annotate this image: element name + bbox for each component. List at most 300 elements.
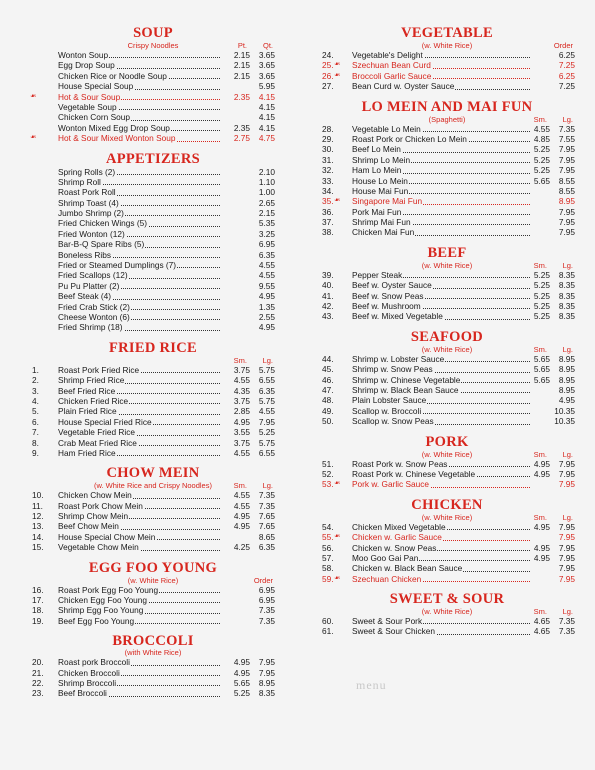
item-name-text: Beef Lo Mein (352, 144, 401, 155)
section-chicken (316, 498, 578, 584)
item-name (58, 291, 230, 301)
menu-item (316, 71, 578, 81)
item-name-text: Vegetable Lo Mein (352, 123, 421, 134)
section-fried-rice (28, 341, 278, 459)
price-large: 2.15 (258, 208, 275, 219)
price-small: 2.15 (233, 50, 250, 60)
item-name-text: Beef Steak (4) (58, 291, 112, 302)
price-large: 7.35 (558, 616, 575, 627)
menu-item (316, 616, 578, 626)
menu-item (28, 239, 278, 249)
watermark: menu (356, 678, 387, 692)
chili-pepper-icon: ☙ (30, 134, 37, 142)
section-vegetable (316, 26, 578, 92)
item-name (352, 385, 534, 395)
price-header-large: Order (253, 575, 273, 585)
item-name (58, 198, 230, 208)
item-name-text: Vegetable's Delight (352, 50, 423, 60)
item-number: 22. (32, 677, 44, 688)
price-small: 3.75 (233, 395, 250, 406)
menu-item (316, 364, 578, 374)
section-subheader (316, 261, 578, 270)
section-subheader (28, 41, 278, 50)
price-small: 4.55 (233, 447, 250, 458)
item-name-text: Fried Scallops (12) (58, 270, 128, 281)
item-name-text: Beef w. Mushroom (352, 301, 421, 312)
menu-item (316, 416, 578, 426)
item-name-text: Shrimp w. Chinese Vegetable (352, 374, 461, 385)
item-name-text: Jumbo Shrimp (2) (58, 208, 124, 219)
item-name-text: Plain Lobster Sauce (352, 395, 427, 406)
price-large: 3.65 (258, 50, 275, 60)
price-large: 5.75 (258, 364, 275, 375)
price-small: 5.25 (533, 269, 550, 280)
item-name-text: Pu Pu Platter (2) (58, 280, 120, 291)
price-large: 4.15 (258, 91, 275, 102)
price-large: 7.95 (558, 479, 575, 490)
price-large: 8.95 (558, 374, 575, 385)
item-name-text: Singapore Mai Fun (352, 196, 423, 207)
item-number: 40. (322, 280, 334, 291)
menu-item (316, 301, 578, 311)
menu-item (28, 605, 278, 615)
menu-item (28, 678, 278, 688)
menu-item (28, 657, 278, 667)
menu-item (28, 123, 278, 133)
price-large: 6.55 (258, 447, 275, 458)
menu-item (28, 270, 278, 280)
price-header-small: Sm. (533, 449, 547, 459)
menu-item (316, 406, 578, 416)
item-number: 36. (322, 206, 334, 217)
price-small: 4.95 (233, 511, 250, 522)
price-large: 5.95 (258, 81, 275, 92)
item-number: 39. (322, 269, 334, 280)
price-large: 5.75 (258, 437, 275, 448)
menu-item (316, 165, 578, 175)
menu-item (316, 553, 578, 563)
item-name (352, 416, 534, 426)
menu-item (28, 50, 278, 60)
menu-item (28, 60, 278, 70)
item-name (352, 364, 534, 374)
menu-item (316, 311, 578, 321)
item-name (352, 144, 534, 154)
price-large: 7.95 (558, 165, 575, 176)
menu-item (316, 543, 578, 553)
item-name-text: Shrimp Mai Fun (352, 217, 411, 228)
section-subheader (316, 513, 578, 522)
price-large: 1.35 (258, 301, 275, 312)
menu-item (28, 133, 278, 143)
menu-item (316, 280, 578, 290)
item-name-text: House Special Soup (58, 81, 134, 92)
price-header-small: Sm. (533, 114, 547, 124)
price-header-large: Order (553, 41, 573, 50)
menu-item (28, 365, 278, 375)
price-large: 3.25 (258, 228, 275, 239)
item-name (58, 688, 230, 698)
item-number: 60. (322, 616, 334, 627)
price-large: 10.35 (554, 416, 575, 427)
menu-item (316, 626, 578, 636)
item-name (58, 365, 230, 375)
item-name (58, 208, 230, 218)
section-chow-mein (28, 466, 278, 552)
menu-item (28, 167, 278, 177)
menu-item (316, 375, 578, 385)
item-number: 35. (322, 196, 334, 207)
price-large: 7.55 (558, 133, 575, 144)
menu-item (28, 281, 278, 291)
price-small: 5.25 (533, 311, 550, 322)
item-name-text: Pepper Steak (352, 269, 403, 280)
item-name (58, 501, 230, 511)
section-lo-mein-and-mai-fun (316, 100, 578, 238)
price-large: 6.25 (558, 70, 575, 81)
price-large: 4.15 (258, 112, 275, 123)
section-subtitle: (w. White Rice) (421, 607, 473, 617)
item-name-text: Boneless Ribs (58, 249, 112, 260)
item-name-text: Beef w. Mixed Vegetable (352, 311, 443, 322)
section-title: BROCCOLI (112, 633, 194, 650)
menu-item (316, 532, 578, 542)
item-name-text: Pork w. Garlic Sauce (352, 479, 430, 490)
price-large: 8.95 (258, 677, 275, 688)
price-small: 4.55 (233, 490, 250, 501)
price-header-small: Sm. (533, 512, 547, 522)
price-large: 8.35 (558, 280, 575, 291)
section-egg-foo-young (28, 561, 278, 627)
item-number: 30. (322, 144, 334, 155)
menu-item (28, 427, 278, 437)
price-small: 5.25 (533, 280, 550, 291)
price-large: 7.95 (558, 154, 575, 165)
item-name-text: Shrimp Chow Mein (58, 511, 129, 522)
item-name-text: Chicken w. Garlic Sauce (352, 532, 442, 543)
menu-item (28, 542, 278, 552)
price-small: 5.25 (533, 144, 550, 155)
menu-item (28, 322, 278, 332)
item-name (352, 406, 534, 416)
menu-item (28, 668, 278, 678)
item-name (58, 448, 230, 458)
item-number: 49. (322, 405, 334, 416)
price-large: 2.10 (258, 166, 275, 177)
section-subheader (28, 481, 278, 490)
price-large: 6.95 (258, 595, 275, 606)
item-name (58, 71, 230, 81)
item-number: 58. (322, 563, 334, 574)
item-name (352, 270, 534, 280)
item-name-text: House Mai Fun (352, 185, 409, 196)
menu-item (28, 448, 278, 458)
price-small: 4.95 (533, 521, 550, 532)
menu-item (316, 81, 578, 91)
menu-item (316, 227, 578, 237)
menu-item (316, 459, 578, 469)
item-number: 41. (322, 290, 334, 301)
price-small: 5.25 (533, 154, 550, 165)
section-subtitle: (w. White Rice) (421, 512, 473, 522)
item-number: 24. (322, 50, 334, 60)
price-small: 3.55 (233, 427, 250, 438)
price-header-large: Lg. (562, 260, 573, 270)
price-large: 9.55 (258, 280, 275, 291)
menu-item (28, 218, 278, 228)
item-name-text: Szechuan Bean Curd (352, 60, 431, 71)
item-name (58, 657, 230, 667)
price-large: 7.95 (558, 521, 575, 532)
item-name (352, 626, 534, 636)
price-large: 7.35 (258, 605, 275, 616)
item-name-text: Fried Chicken Wings (5) (58, 218, 147, 229)
menu-item (316, 124, 578, 134)
price-small: 4.95 (533, 468, 550, 479)
item-name-text: Roast Pork Fried Rice (58, 364, 140, 375)
chili-pepper-icon: ☙ (334, 197, 341, 205)
menu-item (28, 511, 278, 521)
price-large: 8.95 (558, 353, 575, 364)
price-small: 4.55 (233, 375, 250, 386)
item-name (58, 322, 230, 332)
price-large: 7.95 (558, 458, 575, 469)
item-name-text: Chicken w. Snow Peas (352, 542, 437, 553)
item-name-text: Moo Goo Gai Pan (352, 552, 419, 563)
price-header-small: Sm. (233, 355, 247, 365)
item-name (58, 167, 230, 177)
item-name-text: Pork Mai Fun (352, 206, 402, 217)
item-name (352, 553, 534, 563)
item-number: 5. (32, 406, 39, 417)
price-large: 4.55 (258, 406, 275, 417)
item-name (58, 187, 230, 197)
price-small: 5.25 (233, 688, 250, 699)
price-header-large: Lg. (562, 512, 573, 522)
section-title: PORK (425, 433, 469, 450)
item-name-text: Chicken Mixed Vegetable (352, 521, 446, 532)
item-name-text: Roast Pork Chow Mein (58, 500, 143, 511)
section-title: SWEET & SOUR (389, 591, 505, 608)
chili-pepper-icon: ☙ (334, 533, 341, 541)
price-large: 7.35 (258, 490, 275, 501)
item-name (58, 60, 230, 70)
item-name (58, 616, 230, 626)
item-name (352, 459, 534, 469)
item-name (58, 532, 230, 542)
item-name-text: Cheese Wonton (6) (58, 311, 130, 322)
item-name (58, 112, 230, 122)
item-name (352, 469, 534, 479)
menu-item (28, 187, 278, 197)
item-number: 46. (322, 374, 334, 385)
section-subtitle: (Spaghetti) (428, 114, 466, 124)
item-name (58, 250, 230, 260)
price-small: 5.65 (533, 364, 550, 375)
item-name (352, 395, 534, 405)
menu-item (28, 688, 278, 698)
item-name-text: Plain Fried Rice (58, 406, 117, 417)
item-name (58, 595, 230, 605)
item-name-text: Roast Pork Egg Foo Young (58, 584, 159, 595)
item-number: 57. (322, 552, 334, 563)
item-number: 23. (32, 688, 44, 699)
item-name (352, 155, 534, 165)
item-number: 29. (322, 133, 334, 144)
price-large: 7.25 (558, 81, 575, 92)
price-large: 2.65 (258, 197, 275, 208)
price-small: 5.25 (533, 301, 550, 312)
item-number: 27. (322, 81, 334, 92)
item-name-text: Shrimp Lo Mein (352, 154, 411, 165)
item-name (352, 291, 534, 301)
menu-item (316, 291, 578, 301)
item-name-text: Shrimp w. Lobster Sauce (352, 353, 445, 364)
item-name (58, 270, 230, 280)
item-name-text: Shrimp Roll (58, 176, 101, 187)
menu-item (28, 438, 278, 448)
price-large: 5.35 (258, 218, 275, 229)
item-name-text: Roast pork Broccoli (58, 657, 130, 668)
price-small: 2.15 (233, 60, 250, 71)
price-small: 5.25 (533, 290, 550, 301)
price-large: 3.65 (258, 60, 275, 71)
menu-item (28, 312, 278, 322)
price-small: 5.65 (233, 677, 250, 688)
section-title: SEAFOOD (410, 328, 484, 345)
price-large: 8.95 (558, 384, 575, 395)
menu-item (28, 532, 278, 542)
item-name-text: Shrimp Fried Rice (58, 375, 125, 386)
item-name-text: Chicken Mai Fun (352, 227, 415, 238)
item-number: 38. (322, 227, 334, 238)
item-name-text: Ham Lo Mein (352, 165, 402, 176)
item-number: 31. (322, 154, 334, 165)
item-name (58, 396, 230, 406)
item-name-text: Shrimp Toast (4) (58, 197, 119, 208)
menu-item (28, 406, 278, 416)
item-name-text: Bean Curd w. Oyster Sauce (352, 81, 455, 92)
item-number: 6. (32, 416, 39, 427)
item-number: 16. (32, 584, 44, 595)
item-number: 43. (322, 311, 334, 322)
item-name-text: Scallop w. Snow Peas (352, 416, 434, 427)
menu-item (316, 574, 578, 584)
menu-item (316, 270, 578, 280)
price-header-small: Pt. (237, 41, 247, 50)
price-small: 2.35 (233, 91, 250, 102)
item-name (352, 217, 534, 227)
item-number: 34. (322, 185, 334, 196)
item-name (352, 81, 534, 91)
section-sweet-and-sour (316, 592, 578, 637)
section-beef (316, 246, 578, 322)
item-name-text: Hot & Sour Soup (58, 91, 121, 102)
left-menu-column (28, 26, 278, 707)
item-name-text: Ham Fried Rice (58, 447, 116, 458)
item-number: 48. (322, 395, 334, 406)
item-name-text: Shrimp w. Black Bean Sauce (352, 384, 459, 395)
item-name (58, 668, 230, 678)
item-name (352, 134, 534, 144)
section-title: CHICKEN (411, 496, 483, 513)
section-title: FRIED RICE (109, 339, 197, 356)
menu-item (316, 196, 578, 206)
item-name (58, 521, 230, 531)
item-number: 2. (32, 375, 39, 386)
price-large: 7.95 (258, 416, 275, 427)
item-name (352, 280, 534, 290)
price-large: 7.95 (258, 667, 275, 678)
menu-item (28, 375, 278, 385)
item-name-text: Spring Rolls (2) (58, 166, 116, 177)
section-subheader (316, 41, 578, 50)
menu-item (316, 155, 578, 165)
item-name (352, 227, 534, 237)
menu-item (28, 490, 278, 500)
item-name-text: Fried Crab Stick (2) (58, 301, 130, 312)
item-number: 13. (32, 521, 44, 532)
price-large: 8.65 (258, 531, 275, 542)
menu-item (28, 260, 278, 270)
chili-pepper-icon: ☙ (30, 92, 37, 100)
menu-item (28, 208, 278, 218)
item-name (58, 427, 230, 437)
menu-item (28, 250, 278, 260)
price-large: 6.35 (258, 542, 275, 553)
menu-item (28, 417, 278, 427)
price-large: 6.35 (258, 249, 275, 260)
menu-item (316, 134, 578, 144)
item-name (352, 165, 534, 175)
item-number: 14. (32, 531, 44, 542)
price-large: 5.25 (258, 427, 275, 438)
price-large: 7.95 (558, 552, 575, 563)
item-name (352, 71, 534, 81)
price-header-large: Lg. (262, 355, 273, 365)
price-large: 7.95 (558, 542, 575, 553)
section-title: BEEF (427, 244, 467, 261)
menu-item (28, 386, 278, 396)
item-number: 52. (322, 468, 334, 479)
item-name (58, 490, 230, 500)
price-small: 4.65 (533, 616, 550, 627)
price-large: 7.65 (258, 511, 275, 522)
section-appetizers (28, 152, 278, 333)
item-number: 20. (32, 657, 44, 668)
item-name (352, 543, 534, 553)
menu-item (316, 563, 578, 573)
item-name-text: Shrimp Broccoli (58, 677, 117, 688)
item-name (58, 281, 230, 291)
price-small: 2.75 (233, 133, 250, 144)
price-small: 5.65 (533, 175, 550, 186)
price-header-small: Sm. (233, 481, 247, 491)
right-menu-column (316, 26, 578, 645)
item-name (58, 585, 230, 595)
menu-item (28, 229, 278, 239)
item-name-text: Chicken w. Black Bean Sauce (352, 563, 463, 574)
price-large: 6.35 (258, 385, 275, 396)
price-large: 7.95 (558, 573, 575, 584)
item-number: 55. (322, 532, 334, 543)
item-name (352, 532, 534, 542)
menu-item (28, 92, 278, 102)
price-large: 7.25 (558, 60, 575, 71)
item-name (352, 479, 534, 489)
item-name (352, 196, 534, 206)
price-large: 6.55 (258, 375, 275, 386)
